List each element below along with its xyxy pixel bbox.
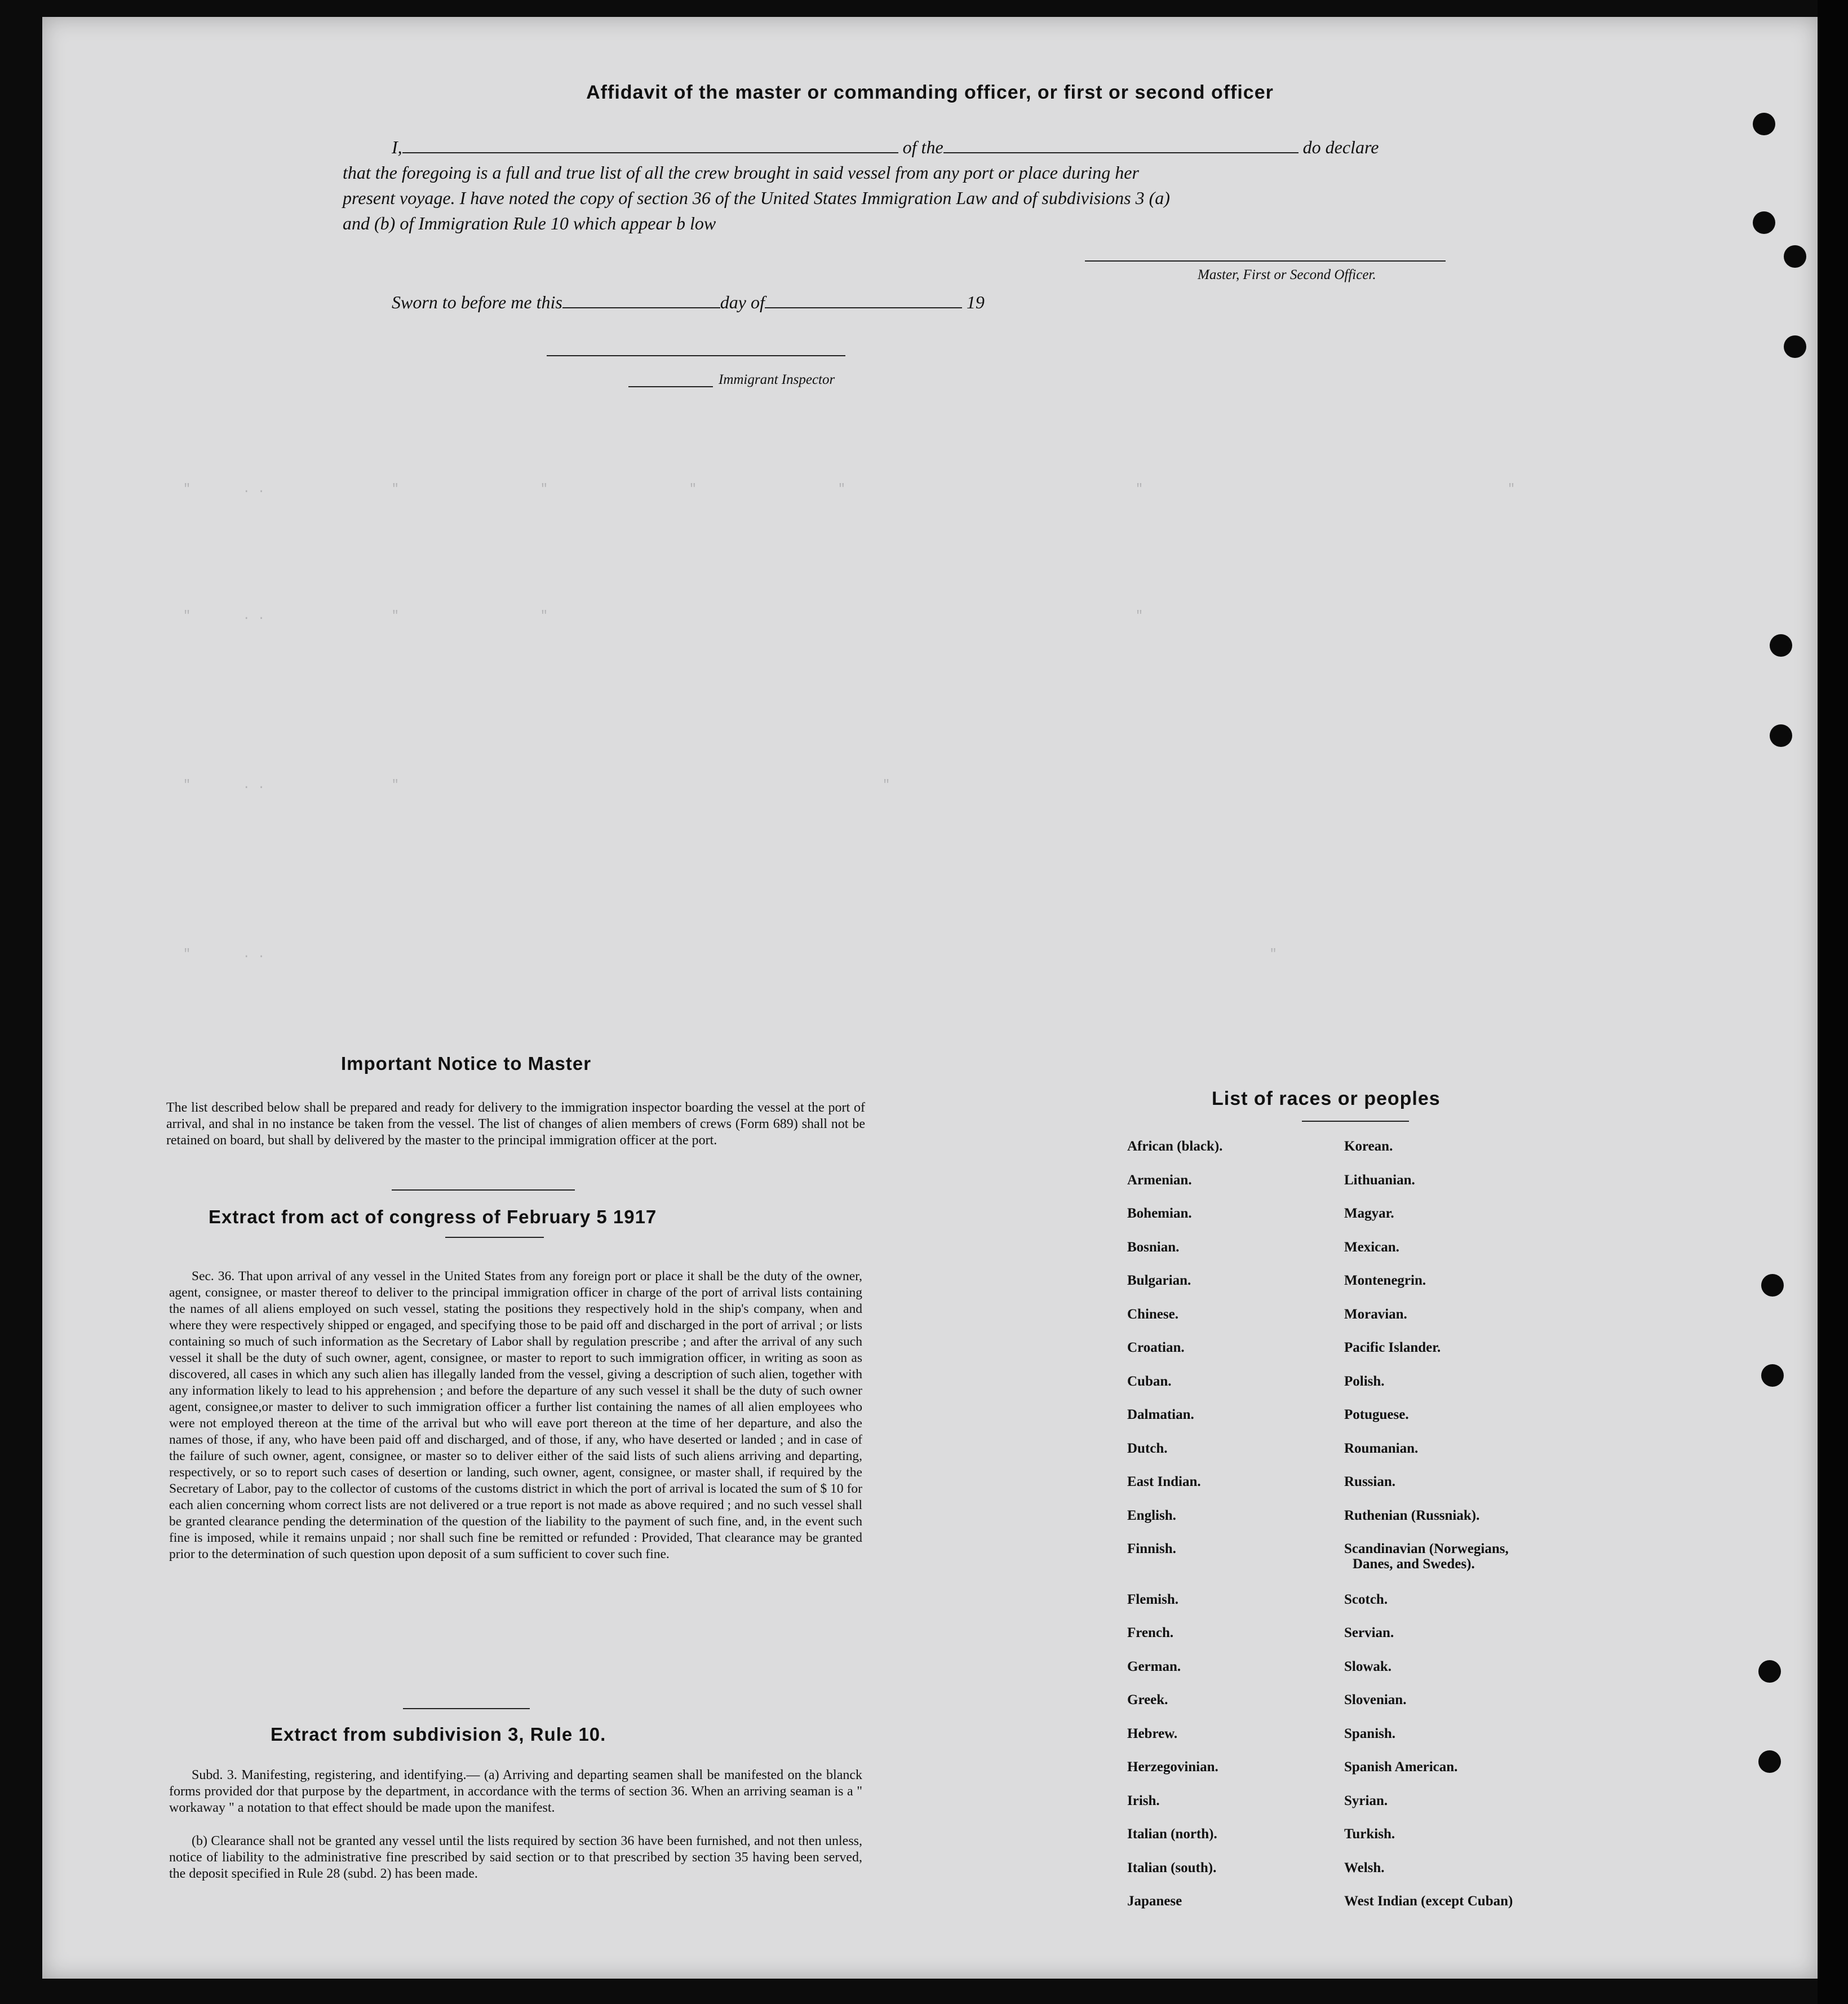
punch-hole (1753, 113, 1775, 135)
ghost-mark: " . . " " " (183, 609, 1144, 623)
inspector-short-line (628, 386, 713, 387)
punch-hole (1784, 245, 1806, 268)
affidavit-of-the-label: of the (902, 137, 943, 157)
punch-hole (1770, 724, 1792, 747)
sworn-day-of: day of (720, 292, 765, 312)
race-item: Greek. (1127, 1692, 1168, 1707)
extract-act-divider (445, 1237, 544, 1238)
extract-rule-para-b: (b) Clearance shall not be granted any vessel until the lists required by section 36 have been furnished, and not then unless, notice of liability to the administrative fine prescribed by said section or to that prescribed by section 35 having been served, the deposit specified in Rule 28 (subd. 2) has been made. (169, 1834, 862, 1881)
race-item: Scandinavian (Norwegians, (1344, 1541, 1509, 1556)
notice-body: The list described below shall be prepared and ready for delivery to the immigration inspector boarding the vessel at the port of arrival, and shal in no instance be taken from the vessel. The list of changes of alien members of crews (Form 689) shall not be retained on board, but shall by delivered by the master to the principal immigration officer at the port. (166, 1100, 865, 1148)
race-item: Italian (south). (1127, 1860, 1217, 1875)
notice-title: Important Notice to Master (341, 1053, 592, 1074)
race-item: Herzegovinian. (1127, 1759, 1218, 1775)
race-item: Pacific Islander. (1344, 1340, 1441, 1355)
race-item: Lithuanian. (1344, 1172, 1415, 1188)
punch-hole (1758, 1660, 1781, 1683)
notice-divider (392, 1189, 575, 1191)
race-item: Roumanian. (1344, 1440, 1419, 1456)
sworn-day-blank (562, 307, 720, 308)
sworn-month-blank (765, 307, 962, 308)
punch-hole (1770, 634, 1792, 657)
race-item: Russian. (1344, 1474, 1396, 1489)
affidavit-i-label: I, (392, 137, 402, 157)
extract-rule-title: Extract from subdivision 3, Rule 10. (271, 1724, 606, 1745)
ghost-mark: " . . " " " " " " (183, 482, 1515, 496)
affidavit-line-2: that the foregoing is a full and true list of all the crew brought in said vessel from any port or place during her (343, 162, 1139, 183)
race-item: West Indian (except Cuban) (1344, 1894, 1513, 1909)
race-item: Servian. (1344, 1625, 1394, 1640)
race-item: Montenegrin. (1344, 1273, 1426, 1288)
vessel-name-blank (943, 152, 1299, 153)
race-item: Slovenian. (1344, 1692, 1407, 1707)
affidavit-line-3: present voyage. I have noted the copy of section 36 of the United States Immigration Law and of subdivisions 3 (a) (343, 188, 1170, 208)
document-sheet (42, 17, 1818, 1979)
race-item: Finnish. (1127, 1541, 1176, 1556)
affidavit-title: Affidavit of the master or commanding officer, or first or second officer (586, 82, 1274, 103)
race-item: English. (1127, 1507, 1176, 1523)
race-item: Spanish. (1344, 1726, 1396, 1741)
race-item: Japanese (1127, 1894, 1182, 1909)
master-name-blank (402, 152, 898, 153)
races-title-underline (1302, 1121, 1409, 1122)
race-item: Italian (north). (1127, 1826, 1217, 1842)
race-item: Slowak. (1344, 1658, 1392, 1674)
race-item: Hebrew. (1127, 1726, 1178, 1741)
punch-hole (1761, 1364, 1784, 1387)
scan-margin (1818, 0, 1848, 2004)
affidavit-declare-label: do declare (1302, 137, 1379, 157)
race-item: German. (1127, 1658, 1181, 1674)
race-item: Flemish. (1127, 1591, 1178, 1607)
race-item: Dalmatian. (1127, 1407, 1194, 1422)
race-item: Syrian. (1344, 1793, 1388, 1808)
affidavit-line-1 (392, 137, 1379, 158)
race-item: Croatian. (1127, 1340, 1185, 1355)
race-item: Cuban. (1127, 1373, 1172, 1389)
race-item: Scotch. (1344, 1591, 1388, 1607)
affidavit-line-4: and (b) of Immigration Rule 10 which appear b low (343, 213, 716, 233)
races-title: List of races or peoples (1212, 1088, 1441, 1109)
race-item: Bulgarian. (1127, 1273, 1191, 1288)
punch-hole (1753, 211, 1775, 234)
race-item: Irish. (1127, 1793, 1160, 1808)
extract-rule-divider (403, 1708, 530, 1709)
punch-hole (1758, 1750, 1781, 1773)
race-item: Bohemian. (1127, 1206, 1192, 1221)
extract-act-body: Sec. 36. That upon arrival of any vessel in the United States from any foreign port or place it shall be the duty of the owner, agent, consignee, or master thereof to deliver to the principal immigration officer in charge of the port of arrival lists containing the names of all aliens employed on such vessel, stating the positions they respectively hold in the ship's company, when and where they were respectively shipped or engaged, and specifying those to be paid off and discharged in the port of arrival ; or lists containing so much of such information as the Secretary of Labor shall by regulation prescribe ; and after the arrival of any such vessel it shall be the duty of such owner, agent, consignee, or master to report to such immigration officer, in writing as soon as discovered, all cases in which any such alien has illegally landed from the vessel, giving a description of such alien, together with any information likely to lead to his apprehension ; and before the departure of any such vessel it shall be the duty of such owner agent, consignee,or master to deliver to such immigration officer a further list containing the names of all alien employees who were not employed thereon at the time of the arrival but who will eave port thereon at the time of her departure, and also the names of those, if any, who have been paid off and discharged, and of those, if any, who have deserted or landed ; and in case of the failure of such owner, agent, consignee, or master so to deliver either of the said lists of such aliens arriving and departing, respectively, or so to report such cases of desertion or landing, such owner, agent, consignee, or master shall, if required by the Secretary of Labor, pay to the collector of customs of the customs district in which the port of arrival is located the sum of $ 10 for each alien concerning whom correct lists are not delivered or a true report is not made as above required ; and no such vessel shall be granted clearance pending the determination of the question of the liability to the payment of such fine, and, in the event such fine is imposed, while it remains unpaid ; nor shall such fine be remitted or refunded : Provided, That clearance may be granted prior to the determination of such question upon deposit of a sum sufficient to cover such fine. (169, 1269, 862, 1561)
race-item: Moravian. (1344, 1306, 1407, 1322)
race-item: Dutch. (1127, 1440, 1168, 1456)
race-item: Chinese. (1127, 1306, 1178, 1322)
sworn-prefix: Sworn to before me this (392, 292, 562, 312)
punch-hole (1784, 335, 1806, 358)
extract-act-title: Extract from act of congress of February 5 1917 (209, 1206, 657, 1227)
race-item: African (black). (1127, 1139, 1223, 1154)
race-item: Armenian. (1127, 1172, 1192, 1188)
race-item: Korean. (1344, 1139, 1393, 1154)
punch-hole (1761, 1274, 1784, 1297)
ghost-mark: " . . " " (183, 778, 890, 792)
sworn-line (392, 292, 985, 313)
race-item: Welsh. (1344, 1860, 1385, 1875)
ghost-mark: " . . " (183, 947, 1277, 961)
race-item: East Indian. (1127, 1474, 1201, 1489)
master-signature-label: Master, First or Second Officer. (1198, 267, 1376, 282)
race-item: Danes, and Swedes). (1353, 1556, 1475, 1572)
inspector-signature-line (547, 355, 845, 356)
master-signature-line (1085, 260, 1446, 262)
race-item: Turkish. (1344, 1826, 1395, 1842)
inspector-label: Immigrant Inspector (719, 372, 835, 387)
extract-rule-para-a: Subd. 3. Manifesting, registering, and identifying.— (a) Arriving and departing seamen shall be manifested on the blanck forms provided dor that purpose by the department, in accordance with the terms of section 36. When an arriving seaman is a " workaway " a notation to that effect should be made upon the manifest. (169, 1768, 862, 1815)
race-item: Polish. (1344, 1373, 1385, 1389)
race-item: Magyar. (1344, 1206, 1394, 1221)
race-item: Potuguese. (1344, 1407, 1409, 1422)
sworn-year: 19 (966, 292, 985, 312)
race-item: Mexican. (1344, 1239, 1399, 1255)
race-item: Bosnian. (1127, 1239, 1180, 1255)
race-item: French. (1127, 1625, 1174, 1640)
race-item: Spanish American. (1344, 1759, 1458, 1775)
race-item: Ruthenian (Russniak). (1344, 1507, 1480, 1523)
